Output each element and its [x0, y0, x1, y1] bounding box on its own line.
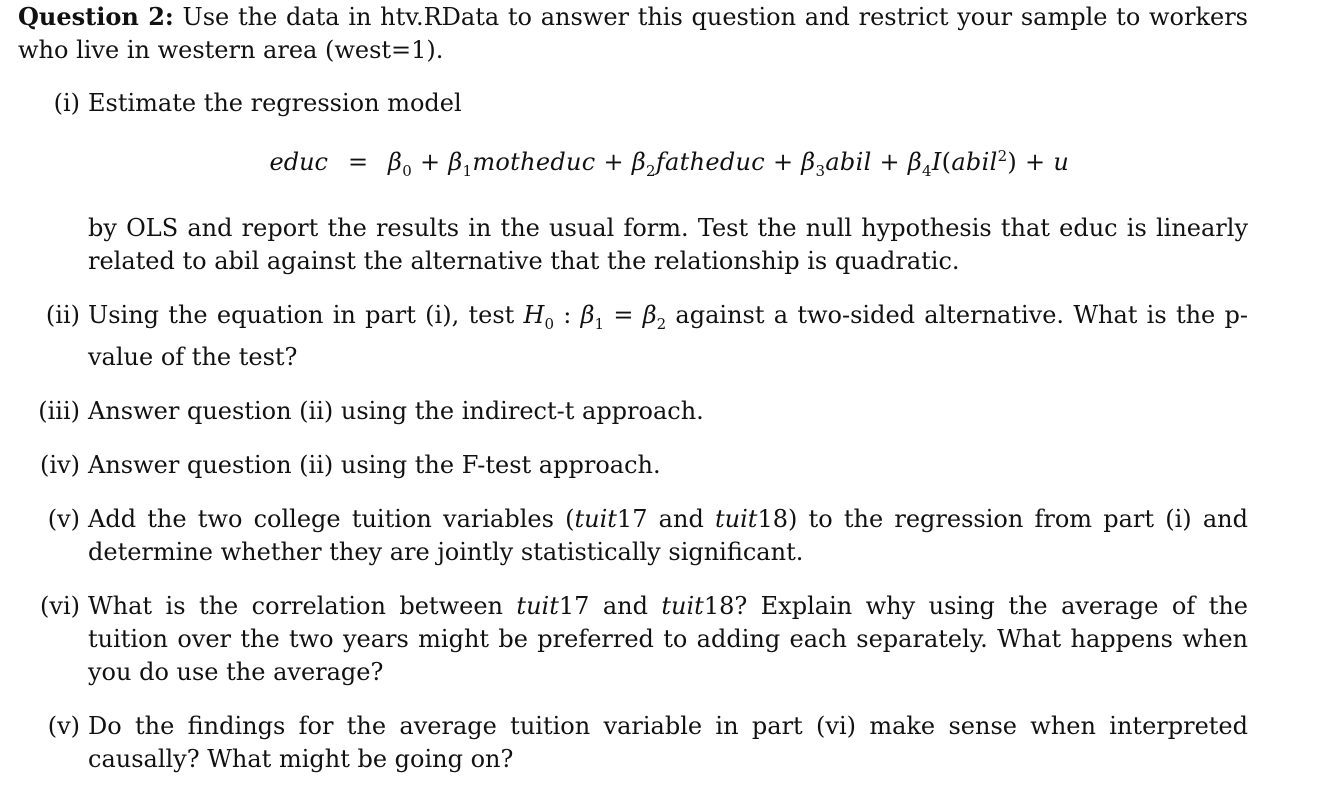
item-vi: [18, 590, 1248, 689]
item-text: Add the two college tuition variables (tuit17 and tuit18) to the regression from part (i) and determine whether they are jointly statistically significant.: [88, 504, 1248, 566]
regression-equation: [88, 140, 1248, 188]
question-document: [18, 0, 1248, 797]
item-text: Answer question (ii) using the F-test approach.: [88, 450, 661, 479]
item-label: (iv): [40, 450, 80, 479]
equation-equals: =: [347, 148, 369, 176]
item-iii: [18, 395, 1248, 428]
question-title: Question 2:: [18, 2, 174, 31]
item-label: (i): [53, 89, 80, 117]
item-v-second: [18, 710, 1248, 776]
item-text: Answer question (ii) using the indirect-t approach.: [88, 396, 704, 425]
item-text: Do the findings for the average tuition variable in part (vi) make sense when interpreted causally? What might be going on?: [88, 711, 1248, 773]
question-intro-text: Use the data in htv.RData to answer this question and restrict your sample to workers who live in western area (west=1).: [18, 3, 1248, 64]
item-text: What is the correlation between tuit17 and tuit18? Explain why using the average of the tuition over the two years might be preferred to adding each separately. What happens when you do use the average?: [88, 591, 1248, 686]
question-items: [18, 87, 1248, 776]
question-intro: [18, 0, 1248, 67]
item-text: Using the equation in part (i), test $H_0$ : $\beta_1 = \beta_2$ against a two-sided alternative. What is the p-value of the test?: [88, 300, 1248, 371]
item-label: (v): [47, 711, 80, 740]
item-i: [18, 87, 1248, 278]
item-label: (vi): [40, 591, 80, 620]
item-text: Estimate the regression model: [88, 89, 462, 117]
item-text-continued: by OLS and report the results in the usual form. Test the null hypothesis that educ is linearly related to abil against the alternative that the relationship is quadratic.: [88, 213, 1248, 275]
item-iv: [18, 449, 1248, 482]
item-label: (v): [47, 504, 80, 533]
item-label: (iii): [38, 396, 80, 425]
item-v: [18, 503, 1248, 569]
equation-rhs: $\beta_0$ + $\beta_1motheduc$ + $\beta_2fatheduc$ + $\beta_3abil$ + $\beta_4I(abil^2) + u$: [388, 147, 1070, 180]
item-label: (ii): [45, 300, 80, 329]
item-ii: [18, 299, 1248, 374]
equation-lhs: educ: [269, 148, 328, 176]
